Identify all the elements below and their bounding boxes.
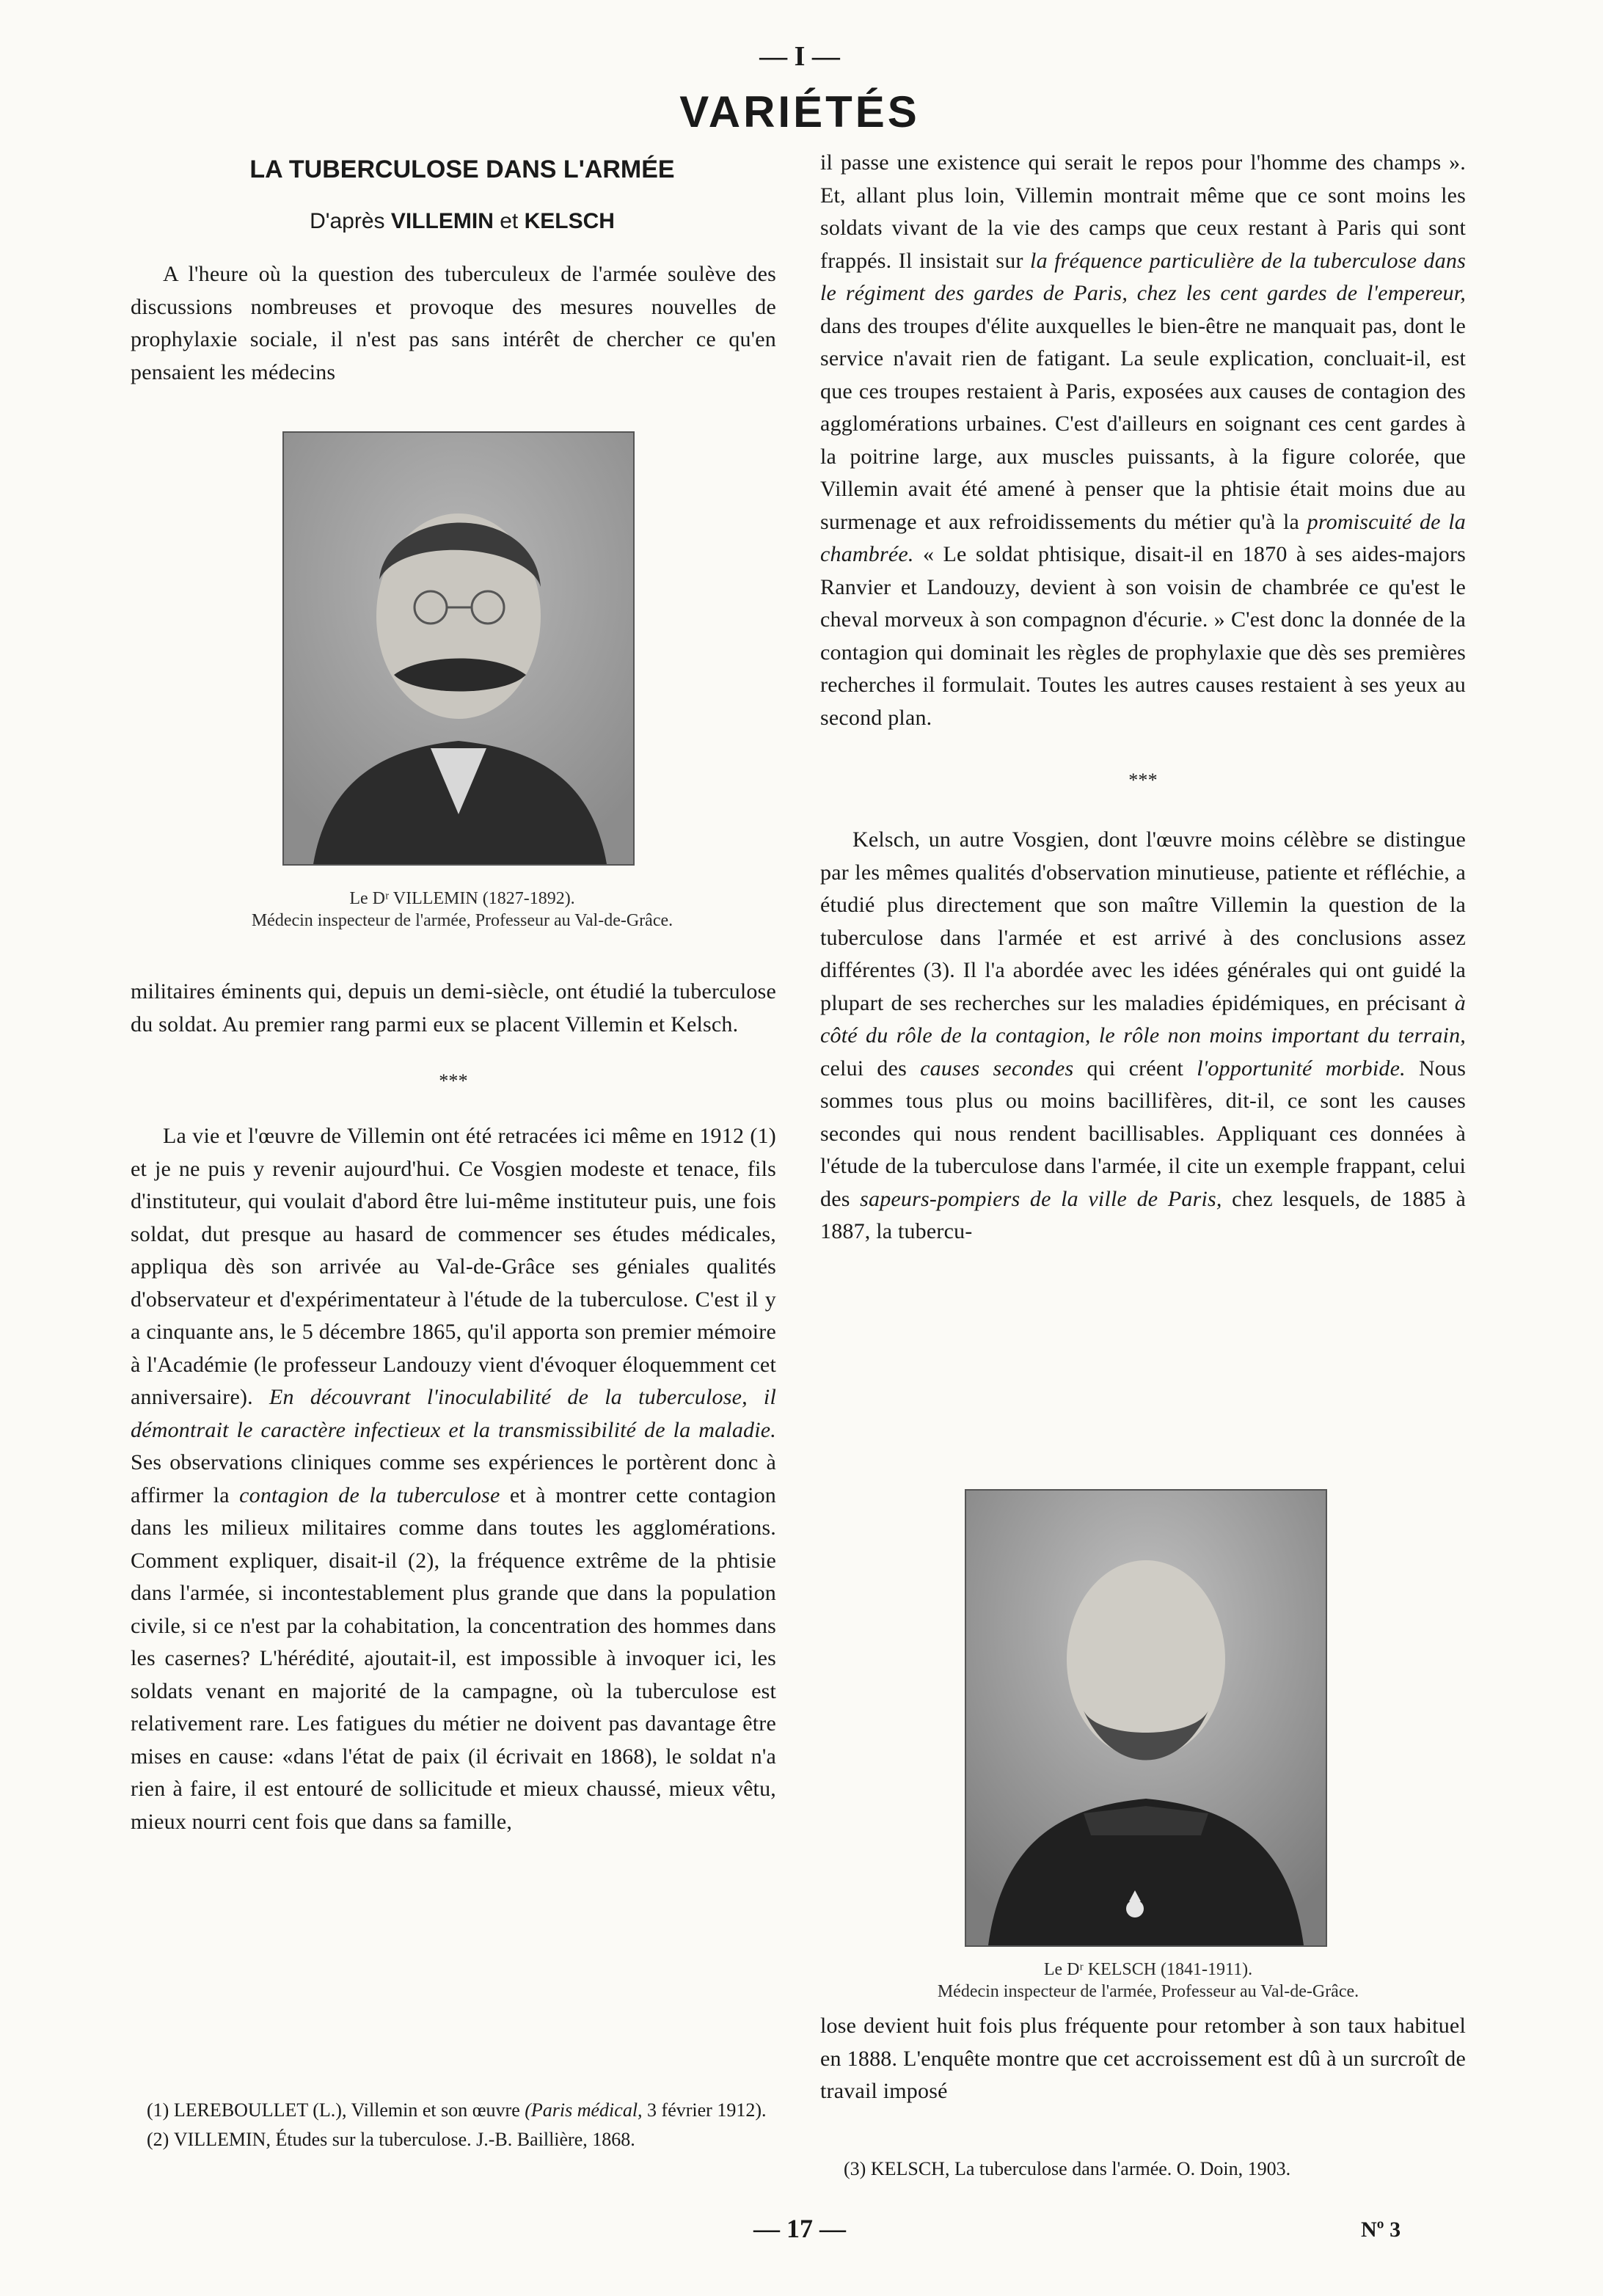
portrait-villemin-caption bbox=[147, 888, 778, 932]
footnotes-left bbox=[147, 2098, 778, 2152]
portrait-villemin-image bbox=[284, 433, 633, 864]
kelsch-italic-a: à côté du rôle de la contagion, le rôle non moins important du terrain, bbox=[820, 990, 1466, 1048]
footnote-3-author: KELSCH, bbox=[870, 2158, 950, 2179]
footnote-3-title: La tuberculose dans l'armée. O. Doin, 1903. bbox=[954, 2158, 1291, 2179]
footnote-2-title: Études sur la tuberculose. J.-B. Baillière, 1868. bbox=[275, 2129, 635, 2150]
villemin-italic-a: En découvrant l'inoculabilité de la tuberculose, il démontrait le caractère infectieux et la transmissibilité de la maladie. bbox=[131, 1385, 776, 1442]
portrait-kelsch-caption bbox=[829, 1959, 1467, 2003]
villemin-text-a: La vie et l'œuvre de Villemin ont été retracées ici même en 1912 (1) et je ne puis y revenir aujourd'hui. Ce Vosgien modeste et tenace, fils d'instituteur, qui voulait d'abord être lui-même instituteur puis, une fois soldat, dut presque au hasard de commencer ses études médicales, appliqua dès son arrivée au Val-de-Grâce ses géniales qualités d'observateur et d'expérimentateur à l'étude de la tuberculose. C'est il y a cinquante ans, le 5 décembre 1865, qu'il apporta son premier mémoire à l'Académie (le professeur Landouzy vient d'évoquer éloquemment cet anniversaire). bbox=[131, 1124, 776, 1409]
footnote-1-number: (1) bbox=[147, 2099, 169, 2121]
right-p1-text-a: il passe une existence qui serait le repos pour l'homme des champs ». Et, allant plus loin, Villemin montrait même que ce sont moins les soldats vivant de la vie des camps que ceux restant à Paris qui sont frappés. Il insistait sur bbox=[820, 150, 1466, 273]
kelsch-text-e: chez lesquels, de 1885 à 1887, la tubercu- bbox=[820, 1186, 1467, 1243]
footnote-1 bbox=[147, 2098, 778, 2123]
kelsch-text-b: celui des bbox=[820, 1056, 908, 1081]
kelsch-italic-c: l'opportunité morbide. bbox=[1197, 1056, 1406, 1081]
intro-continuation: militaires éminents qui, depuis un demi-siècle, ont étudié la tuberculose du soldat. Au premier rang parmi eux se placent Villemin et Kelsch. bbox=[131, 979, 776, 1037]
section-separator: *** bbox=[439, 1070, 468, 1092]
kelsch-text-c: qui créent bbox=[1087, 1056, 1184, 1081]
byline-and: et bbox=[500, 209, 519, 233]
byline-author-villemin: VILLEMIN bbox=[390, 209, 494, 233]
caption-name: Le Dʳ VILLEMIN (1827-1892). bbox=[349, 889, 575, 908]
page-number: — 17 — bbox=[753, 2214, 846, 2243]
left-intro bbox=[131, 258, 776, 389]
right-p1-text-b: dans des troupes d'élite auxquelles le bien-être ne manquait pas, dont le service n'avait rien de fatigant. La seule explication, concluait-il, est que ces troupes restaient à Paris, exposées aux causes de contagion des agglomérations urbaines. C'est d'ailleurs en soignant ces cent gardes à la poitrine large, aux muscles puissants, à la figure colorée, que Villemin avait été amené à penser que la phtisie était moins due au surmenage et aux refroidissements du métier qu'à la bbox=[820, 313, 1466, 534]
portrait-kelsch bbox=[965, 1489, 1327, 1947]
right-section-separator: *** bbox=[1128, 769, 1158, 791]
article-byline bbox=[132, 207, 792, 236]
footnote-2-number: (2) bbox=[147, 2129, 169, 2150]
right-paragraph-1 bbox=[820, 147, 1466, 734]
left-column-body bbox=[131, 976, 776, 1838]
byline-author-kelsch: KELSCH bbox=[524, 209, 615, 233]
villemin-text-c: et à montrer cette contagion dans les milieux militaires comme dans toutes les agglomérations. Comment expliquer, disait-il (2), la fréquence extrême de la phtisie dans l'armée, si incontestablement plus grande que dans la population civile, si ce n'est par la cohabitation, la concentration des hommes dans les casernes? L'hérédité, ajoutait-il, est impossible à invoquer ici, les soldats venant en majorité de la campagne, où la tuberculose est relativement rare. Les fatigues du métier ne doivent pas davantage être mises en cause: «dans l'état de paix (il écrivait en 1868), le soldat n'a rien à faire, il est entouré de sollicitude et mieux chaussé, mieux vêtu, mieux nourri cent fois que dans sa famille, bbox=[131, 1482, 777, 1834]
footnote-3-number: (3) bbox=[844, 2158, 866, 2179]
footnote-1-journal: (Paris médical, bbox=[525, 2099, 643, 2121]
footnote-1-author: LEREBOULLET (L.), bbox=[173, 2099, 347, 2121]
footnote-2-author: VILLEMIN, bbox=[173, 2129, 271, 2150]
article-title: LA TUBERCULOSE DANS L'ARMÉE bbox=[249, 156, 675, 183]
footnote-3 bbox=[844, 2157, 1475, 2182]
footnote-1-date: 3 février 1912). bbox=[647, 2099, 767, 2121]
page-roman-numeral: — I — bbox=[759, 41, 840, 72]
villemin-italic-b: contagion de la tuberculose bbox=[239, 1482, 500, 1507]
right-p1-text-c: « Le soldat phtisique, disait-il en 1870 à ses aides-majors Ranvier et Landouzy, devient à son voisin de chambrée ce qu'est le cheval morveux à son compagnon d'écurie. » C'est donc la donnée de la contagion qui dominait les règles de prophylaxie que dès ses premières recherches il formulait. Toutes les autres causes restaient à ses yeux au second plan. bbox=[820, 542, 1467, 730]
kelsch-paragraph bbox=[820, 824, 1466, 1248]
right-column-continuation bbox=[820, 2010, 1466, 2108]
footnote-2 bbox=[147, 2127, 778, 2152]
intro-paragraph: A l'heure où la question des tuberculeux de l'armée soulève des discussions nombreuses et provoque des mesures nouvelles de prophylaxie sociale, il n'est pas sans intérêt de chercher ce qu'en pensaient les médecins bbox=[131, 262, 776, 384]
section-title: VARIÉTÉS bbox=[679, 87, 920, 136]
caption-name-kelsch: Le Dʳ KELSCH (1841-1911). bbox=[1043, 1960, 1253, 1979]
kelsch-text-a: Kelsch, un autre Vosgien, dont l'œuvre moins célèbre se distingue par les mêmes qualités d'observation minutieuse, patiente et réfléchie, a étudié plus directement que son maître Villemin la question de la tuberculose dans l'armée et est arrivé à des conclusions assez différentes (3). Il l'a abordée avec les idées générales qui ont guidé la plupart de ses recherches sur les maladies épidémiques, en précisant bbox=[820, 827, 1466, 1015]
villemin-paragraph bbox=[131, 1120, 776, 1838]
villemin-text-b: Ses observations cliniques comme ses expériences le portèrent donc à affirmer la bbox=[131, 1450, 776, 1507]
kelsch-text-d: Nous sommes tous plus ou moins bacillifères, dit-il, ce sont les causes secondes qui nous rendent bacillisables. Appliquant ces données à l'étude de la tuberculose dans l'armée, il cite un exemple frappant, celui des bbox=[820, 1056, 1467, 1211]
kelsch-continuation: lose devient huit fois plus fréquente pour retomber à son taux habituel en 1888. L'enquête montre que cet accroissement est dû à un surcroît de travail imposé bbox=[820, 2014, 1466, 2103]
right-p1-italic-a: la fréquence particulière de la tuberculose dans le régiment des gardes de Paris, chez les cent gardes de l'empereur, bbox=[820, 248, 1466, 305]
right-column-body bbox=[820, 147, 1466, 1248]
right-p1-italic-b: promiscuité de la chambrée. bbox=[820, 509, 1467, 566]
portrait-villemin bbox=[282, 431, 635, 866]
kelsch-italic-b: causes secondes bbox=[920, 1056, 1074, 1081]
portrait-kelsch-image bbox=[966, 1491, 1326, 1945]
footnote-1-title: Villemin et son œuvre bbox=[351, 2099, 520, 2121]
issue-number: Nº 3 bbox=[1361, 2218, 1401, 2242]
caption-title: Médecin inspecteur de l'armée, Professeur au Val-de-Grâce. bbox=[251, 911, 673, 930]
caption-title-kelsch: Médecin inspecteur de l'armée, Professeur au Val-de-Grâce. bbox=[937, 1982, 1359, 2001]
kelsch-italic-d: sapeurs-pompiers de la ville de Paris, bbox=[860, 1186, 1222, 1211]
byline-prefix: D'après bbox=[310, 209, 385, 233]
